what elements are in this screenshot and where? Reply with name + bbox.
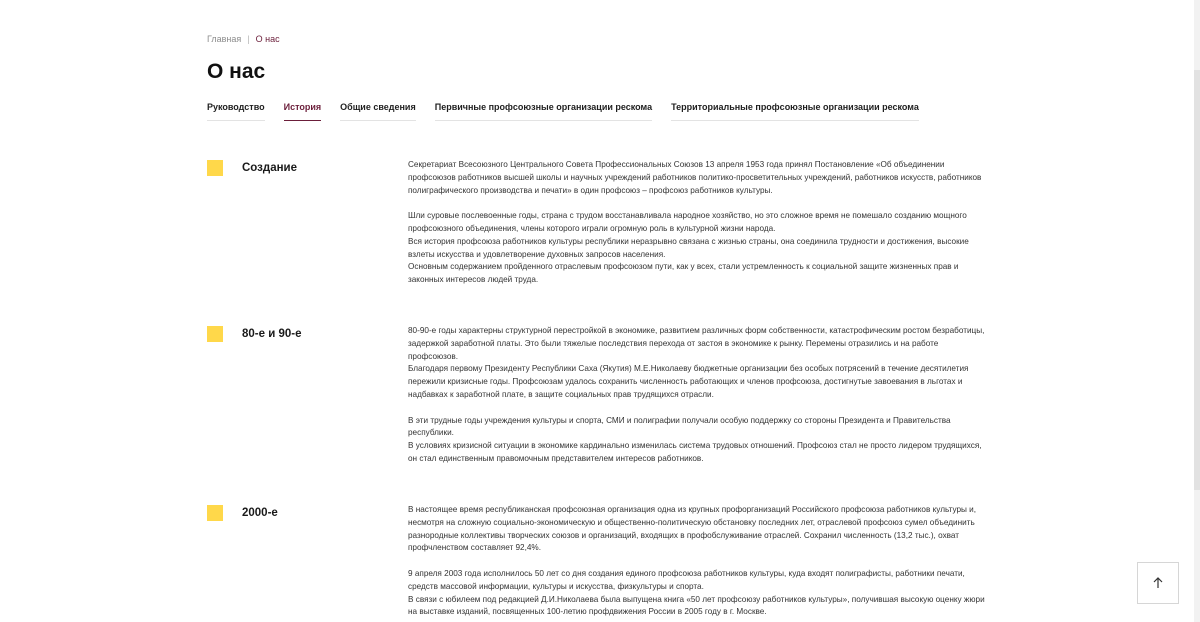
section-body <box>408 325 988 479</box>
breadcrumb-current: О нас <box>255 34 280 44</box>
section-paragraph <box>408 325 988 402</box>
section-title: Создание <box>242 162 298 174</box>
section-paragraph <box>408 210 988 287</box>
paragraph-line: Шли суровые послевоенные годы, страна с трудом восстанавливала народное хозяйство, но это сложное время не помешало созданию мощного профсоюзного объединения, члены которого играли огромную роль в культурной жизни народа. <box>408 211 967 233</box>
breadcrumb-home-link[interactable]: Главная <box>207 34 242 44</box>
scroll-to-top-button[interactable] <box>1137 562 1179 604</box>
section-body <box>408 159 988 300</box>
section-paragraph <box>408 415 988 466</box>
section-marker <box>207 326 223 342</box>
scrollbar-thumb[interactable] <box>1194 70 1200 490</box>
section-body <box>408 504 988 622</box>
paragraph-line: Основным содержанием пройденного отраслевым профсоюзом пути, как у всех, стали устремленность к социальной защите жизненных прав и законных интересов людей труда. <box>408 262 959 285</box>
paragraph-line: В связи с юбилеем под редакцией Д.И.Николаева была выпущена книга «50 лет профсоюзу работников культуры», получившая высокую оценку жюри на выставке изданий, посвященных 100-летию профдвижения России в 2005 году в г. Москве. <box>408 594 985 617</box>
arrow-up-icon <box>1152 577 1164 589</box>
paragraph-line: Секретариат Всесоюзного Центрального Совета Профессиональных Союзов 13 апреля 1953 года принял Постановление «Об объединении профсоюзов работников высшей школы и научных учреждений работников политико-просветительных учреждений, работников искусств, работников полиграфического производства и печати» в один профсоюз – профсоюз работников культуры. <box>408 160 982 195</box>
paragraph-line: 80-90-е годы характерны структурной перестройкой в экономике, развитием различных форм собственности, катастрофическим ростом безработицы, задержкой заработной платы. Это были тяжелые последствия перехода от застоя в экономике к рынку. Перемены отразились и на работе профсоюзов. <box>408 326 985 361</box>
section-paragraph <box>408 159 988 197</box>
paragraph-line: Благодаря первому Президенту Республики Саха (Якутия) М.Е.Николаеву бюджетные организации без особых потрясений в течение десятилетия пережили кризисные годы. Профсоюзам удалось сохранить численность работающих и членов профсоюза, достигнутые завоевания в льготах и надбавках к заработной плате, в защите социальных прав трудящихся отрасли. <box>408 364 969 399</box>
page-title: О нас <box>207 60 266 83</box>
tab-leadership[interactable]: Руководство <box>207 102 265 121</box>
paragraph-line: В настоящее время республиканская профсоюзная организация одна из крупных профорганизаций Российского профсоюза работников культуры и, несмотря на сложную социально-экономическую и общественно-политическую обстановку последних лет, отраслевой профсоюз сумел объединить разнородные коллективы творческих союзов и организаций, входящих в профобслуживание отраслей. Сохранил численность (13,2 тыс.), охват профчленством составляет 92,4%. <box>408 505 977 553</box>
section-title: 80-е и 90-е <box>242 328 302 340</box>
breadcrumb <box>207 34 280 44</box>
section-paragraph <box>408 504 988 555</box>
tab-primary-organizations[interactable]: Первичные профсоюзные организации рескома <box>435 102 652 121</box>
breadcrumb-separator: | <box>247 34 250 44</box>
section-title: 2000-е <box>242 507 278 519</box>
section-marker <box>207 505 223 521</box>
paragraph-line: Вся история профсоюза работников культуры республики неразрывно связана с жизнью страны, она соединила трудности и достижения, высокие взлеты искусства и удовлетворение духовных запросов населения. <box>408 236 969 259</box>
tab-general-info[interactable]: Общие сведения <box>340 102 416 121</box>
tabs-bar <box>207 102 938 121</box>
tab-territorial-organizations[interactable]: Территориальные профсоюзные организации рескома <box>671 102 919 121</box>
section-marker <box>207 160 223 176</box>
tab-history[interactable]: История <box>284 102 322 121</box>
paragraph-line: 9 апреля 2003 года исполнилось 50 лет со дня создания единого профсоюза работников культуры, куда входят полиграфисты, работники печати, средств массовой информации, культуры и искусства, физкультуры и спорта. <box>408 568 965 591</box>
paragraph-line: В условиях кризисной ситуации в экономике кардинально изменилась система трудовых отношений. Профсоюз стал не просто лидером трудящихся, он стал единственным правомочным представителем интересов работников. <box>408 441 982 463</box>
section-paragraph <box>408 568 988 619</box>
paragraph-line: В эти трудные годы учреждения культуры и спорта, СМИ и полиграфии получали особую поддержку со стороны Президента и Правительства республики. <box>408 415 951 438</box>
page-scrollbar[interactable] <box>1194 0 1200 622</box>
